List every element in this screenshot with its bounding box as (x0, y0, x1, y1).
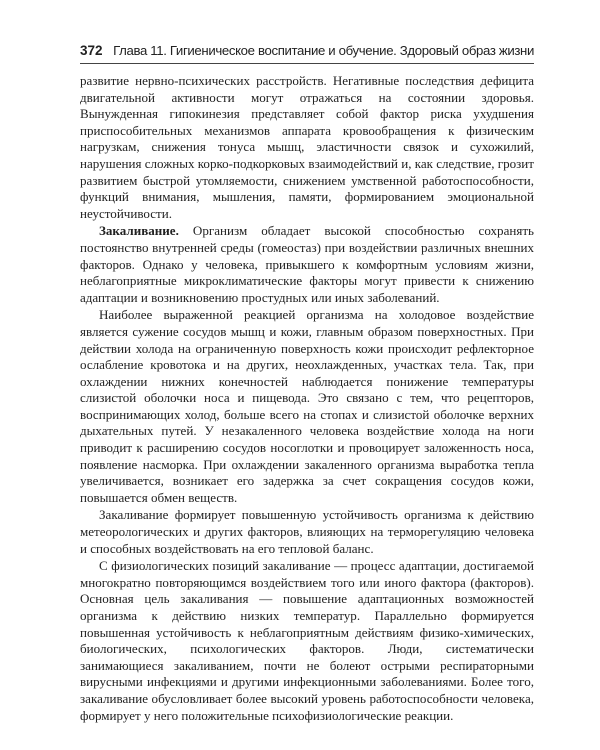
page-number: 372 (80, 43, 103, 58)
paragraph: Закаливание формирует повышенную устойчивость организма к действию метеорологических и других факторов, влияющих на терморегуляцию человека и способных воздействовать на его тепловой баланс. (80, 507, 534, 556)
page-body (80, 73, 534, 725)
running-title: Глава 11. Гигиеническое воспитание и обучение. Здоровый образ жизни (113, 43, 534, 58)
paragraph: Наиболее выраженной реакцией организма на холодовое воздействие является сужение сосудов мышц и кожи, главным образом поверхностных. При действии холода на ограниченную поверхность кожи происходит рефлекторное ослабление кровотока и на других, неохлажденных, участках тела. Так, при охлаждении нижних конечностей наблюдается понижение температуры слизистой оболочки носа и пищевода. Это связано с тем, что рецепторов, воспринимающих холод, больше всего на стопах и слизистой оболочке верхних дыхательных путей. У незакаленного человека воздействие холода на ноги приводит к расширению сосудов носоглотки и провоцирует заложенность носа, появление насморка. При охлаждении закаленного организма выработка тепла увеличивается, возникает его задержка за счет сокращения сосудов кожи, повышается обмен веществ. (80, 307, 534, 505)
paragraph: Закаливание. Организм обладает высокой способностью сохранять постоянство внутренней среды (гомеостаз) при воздействии различных внешних факторов. Однако у человека, привыкшего к комфортным условиям жизни, неблагоприятные микроклиматические факторы могут привести к снижению адаптации и возникновению простудных или иных заболеваний. (80, 223, 534, 305)
paragraph: развитие нервно-психических расстройств. Негативные последствия дефицита двигательной активности могут отражаться на состоянии здоровья. Вынужденная гипокинезия представляет собой фактор риска ухудшения приспособительных механизмов аппарата кровообращения к физическим нагрузкам, снижения тонуса мышц, эластичности связок и сухожилий, нарушения сложных корко-подкорковых взаимодействий и, как следствие, грозит развитием быстрой утомляемости, снижением умственной работоспособности, функций внимания, мышления, памяти, формированием эмоциональной неустойчивости. (80, 73, 534, 221)
section-term: Закаливание. (99, 223, 179, 239)
page-header (80, 43, 534, 64)
paragraph: С физиологических позиций закаливание — процесс адаптации, достигаемой многократно повторяющимся воздействием того или иного фактора (факторов). Основная цель закаливания — повышение адаптационных возможностей организма к действию низких температур. Параллельно формируется повышенная устойчивость к неблагоприятным действиям физико-химических, биологических, психологических факторов. Люди, систематически занимающиеся закаливанием, почти не болеют острыми респираторными вирусными инфекциями и другими инфекционными заболеваниями. Более того, закаливание обусловливает более высокий уровень работоспособности человека, формирует у него положительные психофизиологические реакции. (80, 558, 534, 723)
